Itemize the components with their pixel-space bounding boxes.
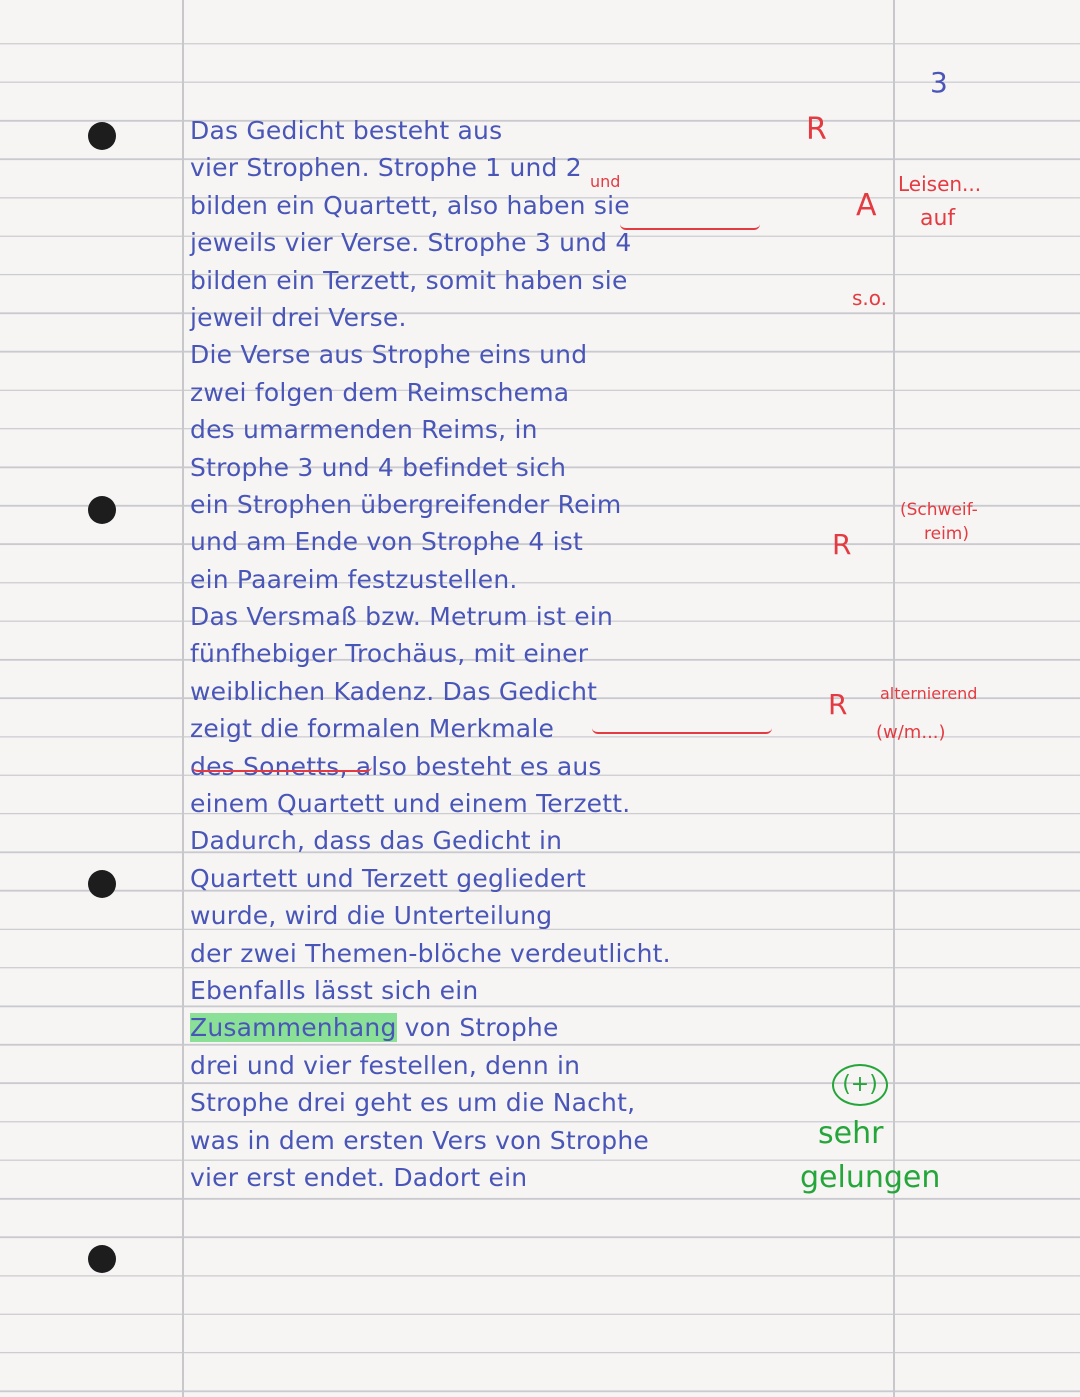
text-line: jeweils vier Verse. Strophe 3 und 4 [190, 228, 632, 258]
punch-hole [88, 870, 116, 898]
text-line: Das Versmaß bzw. Metrum ist ein [190, 602, 614, 632]
correction-alternierend: alternierend [880, 684, 978, 703]
text-line: weiblichen Kadenz. Das Gedicht [190, 676, 598, 706]
text-line: was in dem ersten Vers von Strophe [190, 1125, 649, 1155]
text-line: und am Ende von Strophe 4 ist [190, 527, 584, 557]
correction-schweifreim-1: (Schweif- [900, 500, 978, 520]
text-line: wurde, wird die Unterteilung [190, 901, 553, 931]
left-margin-line [182, 0, 184, 1397]
punch-hole [88, 122, 116, 150]
correction-insert-und: und [590, 172, 621, 191]
red-wavy-underline [620, 224, 760, 230]
text-line: vier erst endet. Dadort ein [190, 1162, 528, 1192]
text-line: Quartett und Terzett gegliedert [190, 863, 587, 893]
text-line: vier Strophen. Strophe 1 und 2 [190, 153, 582, 183]
text-line: Ebenfalls lässt sich ein [190, 975, 479, 1005]
correction-wm: (w/m...) [876, 722, 946, 743]
correction-a: A [856, 188, 877, 223]
correction-r: R [828, 688, 848, 721]
correction-leisen: Leisen... [898, 172, 982, 196]
correction-r: R [832, 528, 852, 561]
plus-mark: (+) [832, 1064, 888, 1106]
correction-schweifreim-2: reim) [924, 524, 969, 544]
text-line: des umarmenden Reims, in [190, 415, 538, 445]
text-line: bilden ein Quartett, also haben sie [190, 190, 630, 220]
text-line: Die Verse aus Strophe eins und [190, 340, 588, 370]
text-line: Dadurch, dass das Gedicht in [190, 826, 563, 856]
text-line: ein Strophen übergreifender Reim [190, 489, 622, 519]
text-line: des Sonetts, also besteht es aus [190, 751, 602, 781]
text-line: jeweil drei Verse. [190, 302, 407, 332]
text-line: bilden ein Terzett, somit haben sie [190, 265, 628, 295]
red-wavy-underline [192, 766, 372, 772]
text-line-highlighted: Zusammenhang von Strophe [190, 1013, 559, 1043]
punch-hole [88, 496, 116, 524]
text-line: zwei folgen dem Reimschema [190, 377, 570, 407]
correction-r: R [806, 112, 827, 147]
correction-so: s.o. [852, 286, 888, 310]
punch-hole [88, 1245, 116, 1273]
text-line: Strophe 3 und 4 befindet sich [190, 452, 567, 482]
feedback-sehr: sehr [818, 1116, 884, 1151]
text-line: einem Quartett und einem Terzett. [190, 789, 631, 819]
text-line: ein Paareim festzustellen. [190, 564, 518, 594]
text-line: Strophe drei geht es um die Nacht, [190, 1088, 636, 1118]
text-line: drei und vier festellen, denn in [190, 1050, 581, 1080]
feedback-gelungen: gelungen [800, 1160, 941, 1195]
page-number: 3 [930, 66, 948, 99]
handwritten-text [190, 112, 890, 1196]
text-line: fünfhebiger Trochäus, mit einer [190, 639, 589, 669]
text-line: zeigt die formalen Merkmale [190, 714, 555, 744]
red-wavy-underline [592, 728, 772, 734]
highlighted-word: Zusammenhang [190, 1013, 397, 1043]
text-line: Das Gedicht besteht aus [190, 116, 503, 145]
correction-auf: auf [920, 206, 956, 231]
text-line: der zwei Themen-blöche verdeutlicht. [190, 938, 671, 968]
